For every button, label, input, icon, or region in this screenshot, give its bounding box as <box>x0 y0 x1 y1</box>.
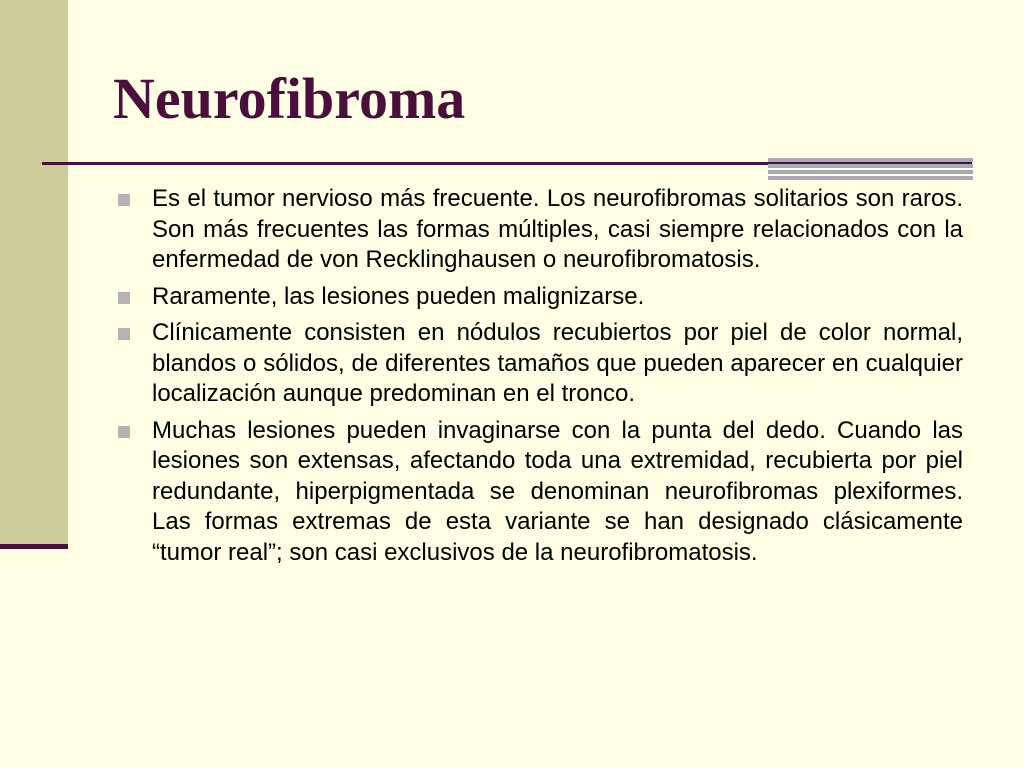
bullet-item <box>118 318 963 410</box>
left-accent-band <box>0 0 68 548</box>
square-bullet-icon <box>118 292 130 304</box>
bullet-text: Raramente, las lesiones pueden malignizarse. <box>152 282 645 310</box>
bullet-item <box>118 184 963 276</box>
bullet-text: Muchas lesiones pueden invaginarse con la punta del dedo. Cuando las lesiones son extensas, afectando toda una extremidad, recubierta por piel redundante, hiperpigmentada se denominan neurofibromas plexiformes. Las formas extremas de esta variante se han designado clásicamente “tumor real”; son casi exclusivos de la neurofibromatosis. <box>152 416 963 566</box>
bullet-item <box>118 416 963 569</box>
square-bullet-icon <box>118 328 130 340</box>
bullet-text: Clínicamente consisten en nódulos recubiertos por piel de color normal, blandos o sólidos, de diferentes tamaños que pueden aparecer en cualquier localización aunque predominan en el tronco. <box>152 319 963 407</box>
bullet-text: Es el tumor nervioso más frecuente. Los neurofibromas solitarios son raros. Son más frecuentes las formas múltiples, casi siempre relacionados con la enfermedad de von Recklinghausen o neurofibromatosis. <box>152 185 963 273</box>
title-divider-accent <box>768 158 973 180</box>
square-bullet-icon <box>118 426 130 438</box>
square-bullet-icon <box>118 194 130 206</box>
bullet-list <box>118 184 963 574</box>
left-band-rule <box>0 544 68 549</box>
slide-title: Neurofibroma <box>113 66 466 131</box>
bullet-item <box>118 282 963 313</box>
